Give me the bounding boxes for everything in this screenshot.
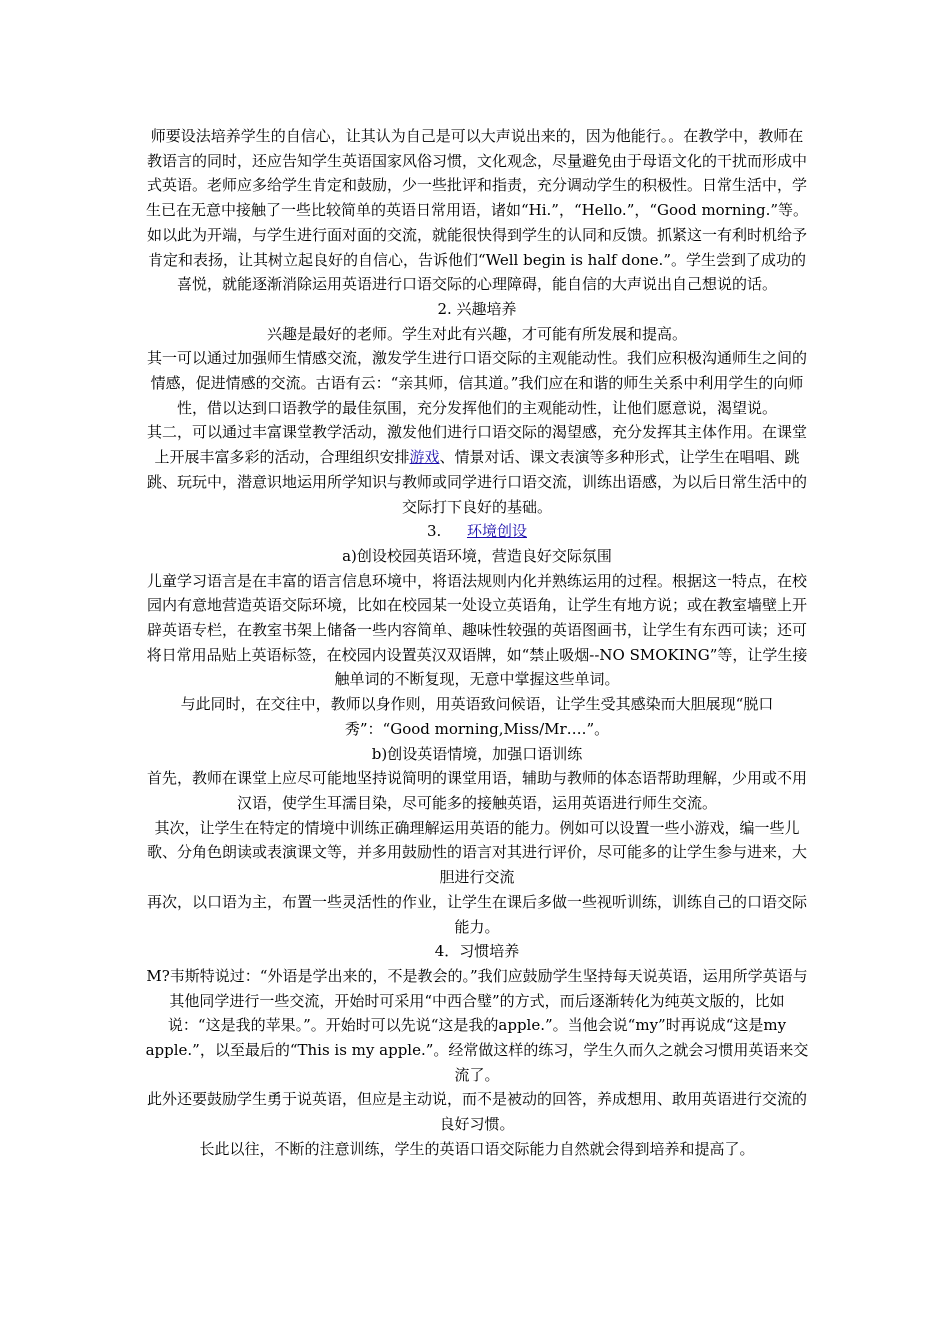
subheading-english-situation: b)创设英语情境，加强口语训练 (371, 744, 583, 763)
paragraph-second-situation: 其次，让学生在特定的情境中训练正确理解运用英语的能力。例如可以设置一些小游戏，编一些儿歌、分角色朗读或表演课文等，并多用鼓励性的语言对其进行评价，尽可能多的让学生参与进来，大胆进行交流 (146, 818, 807, 887)
paragraph-interest-second-part1: 其二，可以通过丰富课堂教学活动，激发他们进行口语交际的渴望感，充分发挥其主体作用。在课堂上开展丰富多彩的活动，合理组织安排 (146, 423, 807, 467)
paragraph-habit-active: 此外还要鼓励学生勇于说英语，但应是主动说，而不是被动的回答，养成想用、敢用英语进行交流的良好习惯。 (146, 1090, 807, 1134)
document-body (145, 124, 809, 1162)
paragraph-interest-first: 其一可以通过加强师生情感交流，激发学生进行口语交际的主观能动性。我们应积极沟通师生之间的情感，促进情感的交流。古语有云：“亲其师，信其道。”我们应在和谐的师生关系中利用学生的向师性，借以达到口语教学的最佳氛围，充分发挥他们的主观能动性，让他们愿意说，渴望说。 (146, 349, 807, 417)
paragraph-conclusion: 长此以往，不断的注意训练，学生的英语口语交际能力自然就会得到培养和提高了。 (199, 1139, 755, 1158)
paragraph-confidence: 师要设法培养学生的自信心，让其认为自己是可以大声说出来的，因为他能行。。在教学中，教师在教语言的同时，还应告知学生英语国家风俗习惯，文化观念，尽量避免由于母语文化的干扰而形成中式英语。老师应多给学生肯定和鼓励，少一些批评和指责，充分调动学生的积极性。日常生活中，学生已在无意中接触了一些比较简单的英语日常用语，诸如“Hi.”，“Hello.”，“Good morning.”等。如以此为开端，与学生进行面对面的交流，就能很快得到学生的认同和反馈。抓紧这一有利时机给予肯定和表扬，让其树立起良好的自信心，告诉他们“Well begin is half done.”。学生尝到了成功的喜悦，就能逐渐消除运用英语进行口语交际的心理障碍，能自信的大声说出自己想说的话。 (145, 127, 809, 294)
heading-habit: 4．习惯培养 (434, 942, 520, 961)
heading-environment-number: 3. (426, 522, 442, 541)
paragraph-campus-environment: 儿童学习语言是在丰富的语言信息环境中，将语法规则内化并熟练运用的过程。根据这一特点，在校园内有意地营造英语交际环境，比如在校园某一处设立英语角，让学生有地方说；或在教室墙壁上开辟英语专栏，在教室书架上储备一些内容简单、趣味性较强的英语图画书，让学生有东西可读；还可将日常用品贴上英语标签，在校园内设置英汉双语牌，如“禁止吸烟--NO SMOKING”等，让学生接触单词的不断复现，无意中掌握这些单词。 (146, 571, 808, 689)
paragraph-teacher-example: 与此同时，在交往中，教师以身作则，用英语致问候语，让学生受其感染而大胆展现“脱口秀”：“Good morning,Miss/Mr….”。 (180, 695, 774, 738)
paragraph-first-classroom: 首先，教师在课堂上应尽可能地坚持说简明的课堂用语，辅助与教师的体态语帮助理解，少用或不用汉语，使学生耳濡目染，尽可能多的接触英语，运用英语进行师生交流。 (146, 769, 807, 812)
heading-environment (145, 519, 809, 544)
paragraph-interest-second (145, 420, 809, 519)
paragraph-third-homework: 再次，以口语为主，布置一些灵活性的作业，让学生在课后多做一些视听训练，训练自己的口语交际能力。 (146, 892, 807, 936)
environment-link[interactable]: 环境创设 (466, 522, 527, 541)
games-link[interactable]: 游戏 (409, 448, 440, 467)
paragraph-interest-intro: 兴趣是最好的老师。学生对此有兴趣，才可能有所发展和提高。 (266, 324, 687, 343)
subheading-campus-environment: a)创设校园英语环境，营造良好交际氛围 (342, 546, 612, 565)
heading-interest: 2. 兴趣培养 (437, 299, 517, 318)
paragraph-habit-quote: M?韦斯特说过：“外语是学出来的，不是教会的。”我们应鼓励学生坚持每天说英语，运用所学英语与其他同学进行一些交流，开始时可采用“中西合璧”的方式，而后逐渐转化为纯英文版的，比如说：“这是我的苹果。”。开始时可以先说“这是我的apple.”。当他会说“my”时再说成“这是my apple.”，以至最后的“This is my apple.”。经常做这样的练习，学生久而久之就会习惯用英语来交流了。 (145, 966, 809, 1084)
paragraph-interest-second-part2: 、情景对话、课文表演等多种形式，让学生在唱唱、跳跳、玩玩中，潜意识地运用所学知识与教师或同学进行口语交流，训练出语感，为以后日常生活中的交际打下良好的基础。 (146, 448, 807, 516)
